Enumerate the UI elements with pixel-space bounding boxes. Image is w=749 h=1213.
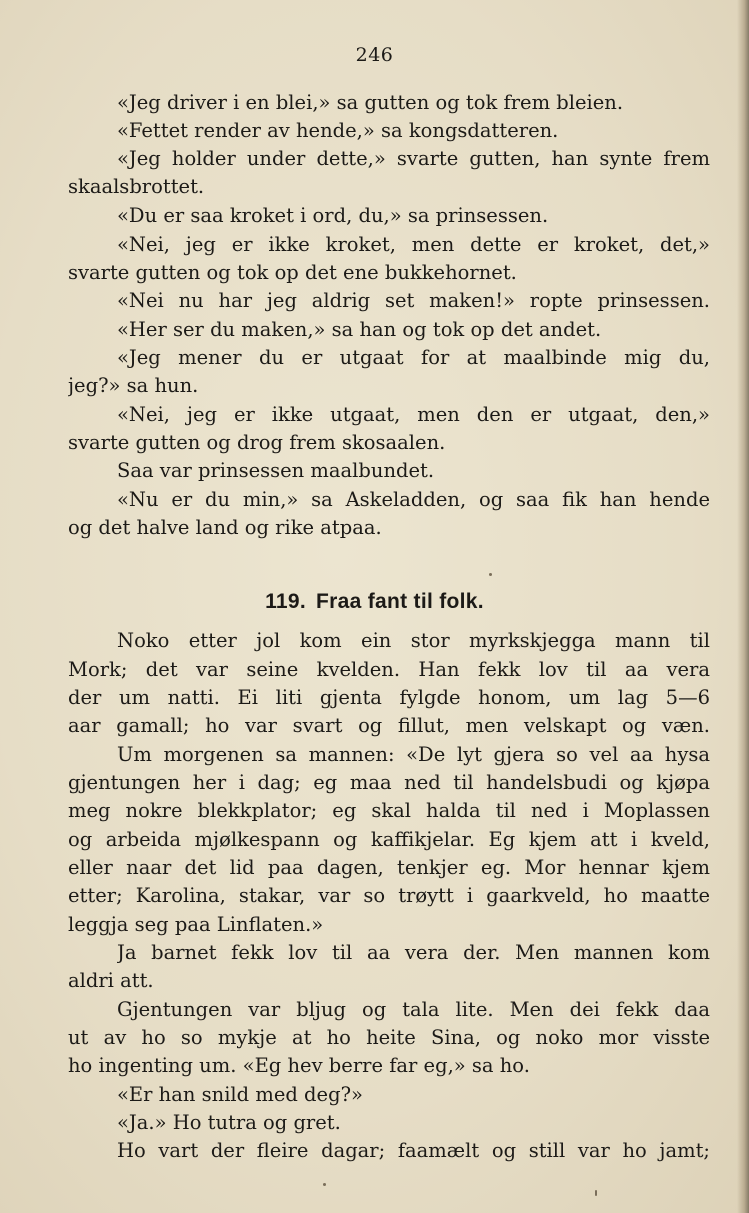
text-line: Mork; det var seine kvelden. Han fekk lov til aa vera (68, 658, 710, 681)
text-line: Ho vart der fleire dagar; faamælt og still var ho jamt; (117, 1139, 710, 1162)
text-line: «Jeg mener du er utgaat for at maalbinde mig du, (117, 346, 710, 369)
text-line: Saa var prinsessen maalbundet. (117, 459, 435, 482)
text-line: «Nei, jeg er ikke utgaat, men den er utgaat, den,» (117, 403, 710, 426)
text-line: meg nokre blekkplator; eg skal halda til ned i Moplassen (68, 799, 710, 822)
text-line: jeg?» sa hun. (68, 374, 199, 397)
text-line: Ja barnet fekk lov til aa vera der. Men mannen kom (117, 941, 710, 964)
text-line: etter; Karolina, stakar, var so trøytt i gaarkveld, ho maatte (68, 884, 710, 907)
section-title: Fraa fant til folk. (316, 590, 484, 613)
text-line: svarte gutten og tok op det ene bukkehornet. (68, 261, 517, 284)
text-line: og arbeida mjølkespann og kaffikjelar. Eg kjem att i kveld, (68, 828, 710, 851)
text-line: «Her ser du maken,» sa han og tok op det andet. (117, 318, 602, 341)
section-number: 119. (265, 590, 307, 613)
section-heading (0, 590, 749, 614)
text-line: Um morgenen sa mannen: «De lyt gjera so vel aa hysa (117, 743, 710, 766)
text-line: der um natti. Ei liti gjenta fylgde honom, um lag 5—6 (68, 686, 710, 709)
text-line: «Nu er du min,» sa Askeladden, og saa fik han hende (117, 488, 710, 511)
text-line: «Jeg driver i en blei,» sa gutten og tok frem bleien. (117, 91, 624, 114)
paper-speck (323, 1183, 326, 1186)
paper-speck (489, 573, 492, 576)
text-line: «Ja.» Ho tutra og gret. (117, 1111, 341, 1134)
text-line: ho ingenting um. «Eg hev berre far eg,» sa ho. (68, 1054, 530, 1077)
text-line: og det halve land og rike atpaa. (68, 516, 382, 539)
text-line: «Nei, jeg er ikke kroket, men dette er kroket, det,» (117, 233, 710, 256)
text-line: aldri att. (68, 969, 154, 992)
text-line: eller naar det lid paa dagen, tenkjer eg. Mor hennar kjem (68, 856, 710, 879)
text-line: Noko etter jol kom ein stor myrkskjegga mann til (117, 629, 710, 652)
paper-speck (595, 1190, 597, 1196)
text-line: ut av ho so mykje at ho heite Sina, og noko mor visste (68, 1026, 710, 1049)
text-line: «Du er saa kroket i ord, du,» sa prinsessen. (117, 204, 549, 227)
text-line: gjentungen her i dag; eg maa ned til handelsbudi og kjøpa (68, 771, 710, 794)
page-number: 246 (355, 44, 394, 66)
text-line: «Fettet render av hende,» sa kongsdatteren. (117, 119, 559, 142)
text-line: skaalsbrottet. (68, 175, 205, 198)
text-line: svarte gutten og drog frem skosaalen. (68, 431, 446, 454)
text-line: leggja seg paa Linflaten.» (68, 913, 324, 936)
text-line: «Er han snild med deg?» (117, 1083, 363, 1106)
text-line: Gjentungen var bljug og tala lite. Men dei fekk daa (117, 998, 710, 1021)
text-line: «Nei nu har jeg aldrig set maken!» ropte prinsessen. (117, 289, 710, 312)
text-line: «Jeg holder under dette,» svarte gutten, han synte frem (117, 147, 710, 170)
text-line: aar gamall; ho var svart og fillut, men velskapt og væn. (68, 714, 710, 737)
